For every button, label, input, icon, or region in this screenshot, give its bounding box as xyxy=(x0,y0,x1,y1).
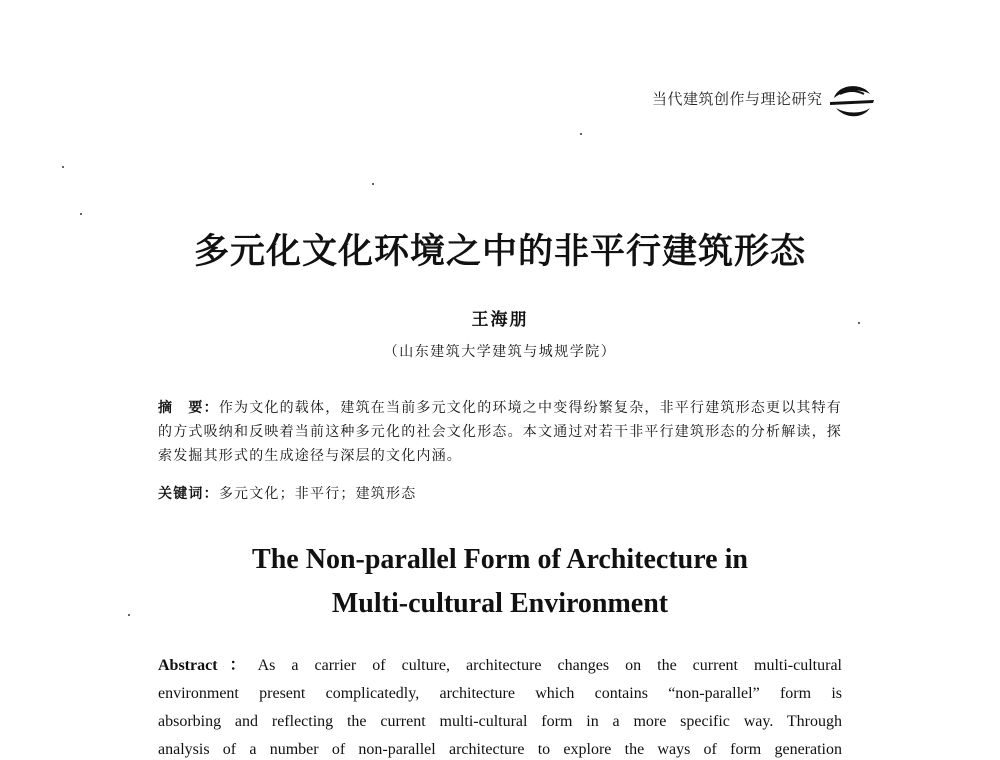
abstract-en-line: environment present complicatedly, architecture which contains “non-parallel” form is xyxy=(158,685,842,702)
keywords-cn-text: 多元文化；非平行；建筑形态 xyxy=(218,486,417,502)
abstract-cn xyxy=(158,396,842,468)
paper-title-en-line2: Multi-cultural Environment xyxy=(331,588,669,619)
abstract-en xyxy=(158,652,842,760)
abstract-cn-text: 作为文化的载体，建筑在当前多元文化的环境之中变得纷繁复杂，非平行建筑形态更以其特有的方式吸纳和反映着当前这种多元化的社会文化形态。本文通过对若干非平行建筑形态的分析解读，探索发掘其形式的生成途径与深层的文化内涵。 xyxy=(158,400,843,464)
keywords-cn-label: 关键词： xyxy=(158,486,219,502)
scan-speck xyxy=(372,183,374,185)
abstract-en-line1-text: As a carrier of culture, architecture changes on the current multi-cultural xyxy=(257,657,842,674)
keywords-cn xyxy=(158,482,842,506)
paper-title-cn: 多元化文化环境之中的非平行建筑形态 xyxy=(193,231,806,272)
abstract-en-label: Abstract： xyxy=(158,657,258,674)
author-affiliation: （山东建筑大学建筑与城规学院） xyxy=(383,344,617,360)
abstract-en-line xyxy=(158,652,842,680)
scan-speck xyxy=(80,213,82,215)
abstract-cn-label: 摘 要： xyxy=(158,400,219,416)
abstract-en-line: absorbing and reflecting the current multi-cultural form in a more specific way. Through xyxy=(158,713,842,730)
series-title: 当代建筑创作与理论研究 xyxy=(652,90,823,108)
scan-speck xyxy=(580,133,582,135)
abstract-en-line: analysis of a number of non-parallel architecture to explore the ways of form generation xyxy=(158,741,842,758)
paper-title-en xyxy=(0,538,1000,626)
paper-title-en-line1: The Non-parallel Form of Architecture in xyxy=(252,544,748,575)
author-name: 王海朋 xyxy=(471,310,529,330)
journal-logo-icon xyxy=(826,78,876,124)
scan-speck xyxy=(62,166,64,168)
